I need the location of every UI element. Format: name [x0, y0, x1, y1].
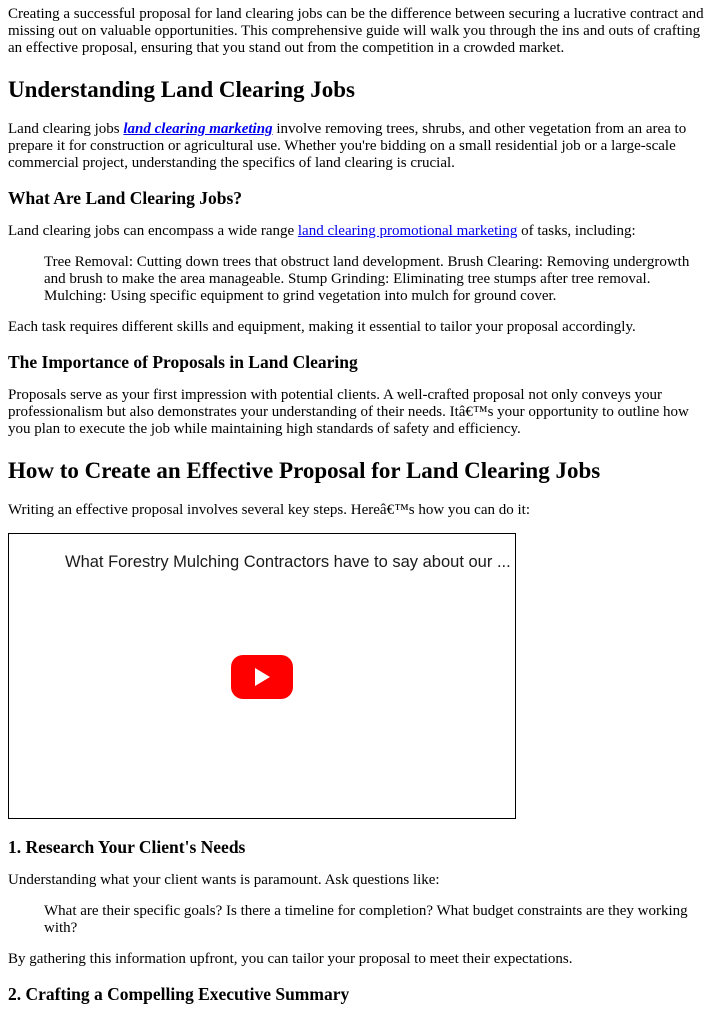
play-button-icon[interactable] [231, 655, 293, 699]
tasks-blockquote: Tree Removal: Cutting down trees that obstruct land development. Brush Clearing: Removing undergrowth and brush to make the area manageable. Stump Grinding: Eliminating tree stumps after tree removal. Mulching: Using specific equipment to grind vegetation into mulch for ground cover. [44, 254, 690, 304]
understanding-text-end: involve removing trees, shrubs, and other vegetation from an area to prepare it for construction or agricultural use. Whether you're bidding on a small residential job or a large-scale commercial project, understanding the specifics of land clearing is crucial. [8, 121, 687, 171]
research-paragraph: Understanding what your client wants is paramount. Ask questions like: [8, 872, 440, 888]
importance-paragraph: Proposals serve as your first impression with potential clients. A well-crafted proposal not only conveys your professionalism but also demonstrates your understanding of their needs. Itâ€™s your opportunity to outline how you plan to execute the job while maintaining high standards of safety and efficiency. [8, 387, 689, 437]
heading-what-are-land-clearing-jobs: What Are Land Clearing Jobs? [8, 188, 243, 208]
tasks-after-paragraph: Each task requires different skills and equipment, making it essential to tailor your proposal accordingly. [8, 319, 636, 335]
understanding-paragraph [8, 121, 712, 172]
heading-understanding-land-clearing-jobs: Understanding Land Clearing Jobs [8, 77, 355, 102]
research-after-paragraph: By gathering this information upfront, you can tailor your proposal to meet their expectations. [8, 951, 573, 967]
what-are-text-end: of tasks, including: [517, 223, 636, 239]
heading-importance-of-proposals: The Importance of Proposals in Land Clearing [8, 352, 358, 372]
how-to-paragraph: Writing an effective proposal involves several key steps. Hereâ€™s how you can do it: [8, 502, 531, 518]
link-land-clearing-promotional-marketing[interactable]: land clearing promotional marketing [297, 223, 518, 239]
intro-paragraph: Creating a successful proposal for land clearing jobs can be the difference between securing a lucrative contract and missing out on valuable opportunities. This comprehensive guide will walk you through the ins and outs of crafting an effective proposal, ensuring that you stand out from the competition in a crowded market. [8, 6, 704, 56]
understanding-text-start: Land clearing jobs [8, 121, 124, 137]
heading-executive-summary: 2. Crafting a Compelling Executive Summary [8, 984, 350, 1004]
video-embed[interactable] [8, 533, 516, 819]
heading-how-to-create-proposal: How to Create an Effective Proposal for Land Clearing Jobs [8, 458, 601, 483]
video-title[interactable]: What Forestry Mulching Contractors have to say about our ... [65, 553, 511, 571]
heading-research-client-needs: 1. Research Your Client's Needs [8, 837, 246, 857]
questions-blockquote: What are their specific goals? Is there a timeline for completion? What budget constraints are they working with? [44, 903, 688, 936]
link-land-clearing-marketing[interactable]: land clearing marketing [123, 121, 273, 137]
what-are-text-start: Land clearing jobs can encompass a wide range [8, 223, 298, 239]
what-are-paragraph [8, 223, 712, 240]
